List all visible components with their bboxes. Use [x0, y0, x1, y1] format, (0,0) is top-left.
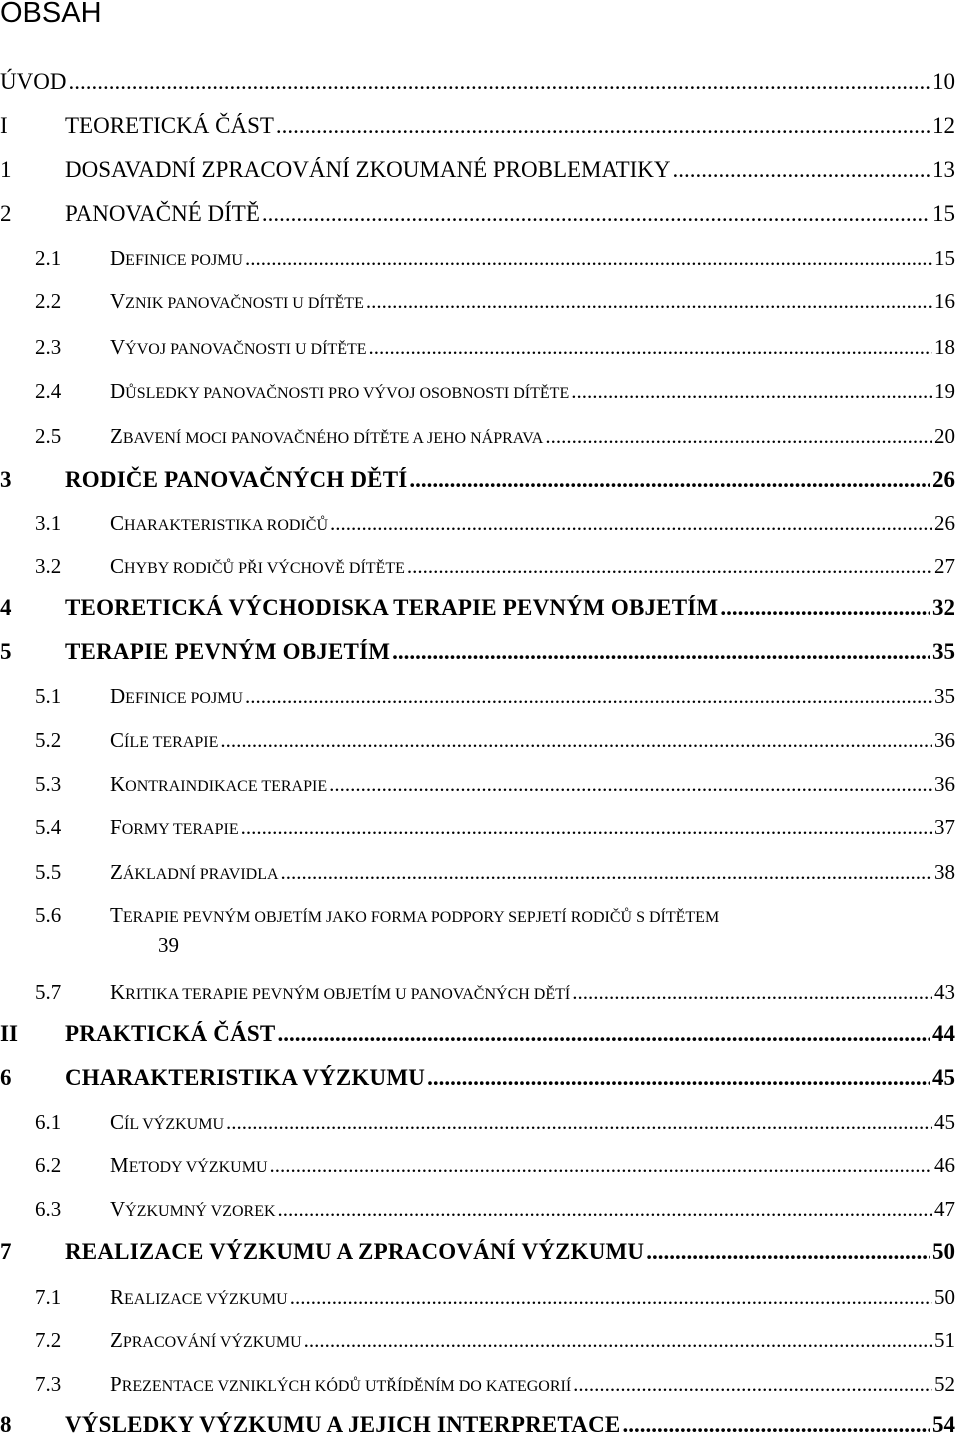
toc-entry-page: 18: [934, 335, 955, 359]
dot-leader: [409, 465, 930, 495]
toc-entry-number: 5.6: [35, 903, 62, 927]
toc-entry-title: KRITIKA TERAPIE PEVNÝM OBJETÍM U PANOVAČNÝCH DĚTÍ: [110, 980, 571, 1004]
toc-entry-number: 8: [0, 1412, 12, 1437]
toc-entry-page: 36: [934, 728, 955, 752]
toc-entry-page: 46: [934, 1153, 955, 1177]
toc-entry-title: CHYBY RODIČŮ PŘI VÝCHOVĚ DÍTĚTE: [110, 554, 405, 578]
dot-leader: [622, 1410, 930, 1440]
toc-entry-number: 1: [0, 157, 12, 182]
toc-entry-chapter-2[interactable]: [0, 199, 955, 229]
dot-leader: [427, 1063, 930, 1093]
toc-entry-title: RODIČE PANOVAČNÝCH DĚTÍ: [65, 467, 408, 492]
dot-leader: [571, 376, 932, 406]
toc-entry-title: METODY VÝZKUMU: [110, 1153, 268, 1177]
toc-entry-title: VÝVOJ PANOVAČNOSTI U DÍTĚTE: [110, 335, 367, 359]
dot-leader: [545, 421, 932, 451]
toc-entry-number: 6.3: [35, 1197, 62, 1221]
dot-leader: [392, 637, 930, 667]
toc-entry-title: DOSAVADNÍ ZPRACOVÁNÍ ZKOUMANÉ PROBLEMATIKY: [65, 157, 671, 182]
toc-entry-number: 2.5: [35, 424, 62, 448]
toc-entry-chapter-1[interactable]: [0, 155, 955, 185]
toc-entry-title: TEORETICKÁ VÝCHODISKA TERAPIE PEVNÝM OBJETÍM: [65, 595, 719, 620]
toc-entry-number: 7: [0, 1239, 12, 1264]
toc-entry-section-5-4[interactable]: [0, 812, 955, 845]
toc-entry-chapter-6[interactable]: [0, 1063, 955, 1093]
toc-entry-page: 38: [934, 860, 955, 884]
dot-leader: [366, 286, 932, 316]
toc-entry-section-5-1[interactable]: [0, 681, 955, 714]
dot-leader: [270, 1150, 933, 1180]
toc-entry-page: 36: [934, 772, 955, 796]
toc-entry-number: 4: [0, 595, 12, 620]
toc-entry-page: 39: [158, 933, 179, 957]
toc-entry-number: 3.1: [35, 511, 62, 535]
dot-leader: [304, 1325, 932, 1355]
dot-leader: [720, 593, 930, 623]
toc-entry-page: 51: [934, 1328, 955, 1352]
toc-entry-chapter-8[interactable]: [0, 1410, 955, 1440]
toc-entry-title: TERAPIE PEVNÝM OBJETÍM JAKO FORMA PODPORY SEPJETÍ RODIČŮ S DÍTĚTEM: [110, 903, 720, 927]
toc-entry-number: 5.4: [35, 815, 62, 839]
toc-entry-page: 35: [932, 639, 955, 664]
toc-entry-number: 2.4: [35, 379, 62, 403]
toc-entry-page: 47: [934, 1197, 955, 1221]
dot-leader: [646, 1237, 930, 1267]
toc-entry-title: DEFINICE POJMU: [110, 684, 243, 708]
toc-entry-chapter-5[interactable]: [0, 637, 955, 667]
toc-entry-number: 5.5: [35, 860, 62, 884]
toc-entry-number: 7.3: [35, 1372, 62, 1396]
toc-entry-number: I: [0, 113, 8, 138]
dot-leader: [281, 857, 932, 887]
toc-entry-page: 54: [932, 1412, 955, 1437]
toc-entry-page: 37: [934, 815, 955, 839]
dot-leader: [573, 1369, 932, 1399]
toc-entry-section-6-3[interactable]: [0, 1194, 955, 1227]
toc-entry-title: KONTRAINDIKACE TERAPIE: [110, 772, 328, 796]
toc-entry-number: 3.2: [35, 554, 62, 578]
toc-entry-page: 50: [934, 1285, 955, 1309]
dot-leader: [330, 508, 932, 538]
toc-entry-page: 27: [934, 554, 955, 578]
toc-entry-number: 2: [0, 201, 12, 226]
dot-leader: [673, 155, 931, 185]
toc-entry-page: 12: [932, 113, 955, 138]
toc-entry-title: VÝSLEDKY VÝZKUMU A JEJICH INTERPRETACE: [65, 1412, 621, 1437]
toc-entry-title: VÝZKUMNÝ VZOREK: [110, 1197, 276, 1221]
toc-entry-section-5-5[interactable]: [0, 857, 955, 890]
toc-entry-chapter-7[interactable]: [0, 1237, 955, 1267]
toc-entry-section-2-4[interactable]: [0, 376, 955, 409]
toc-entry-section-7-3[interactable]: [0, 1369, 955, 1402]
toc-entry-page: 32: [932, 595, 955, 620]
dot-leader: [245, 681, 932, 711]
toc-entry-part-i[interactable]: [0, 111, 955, 141]
toc-entry-uvod[interactable]: [0, 67, 955, 97]
toc-entry-title: ZÁKLADNÍ PRAVIDLA: [110, 860, 279, 884]
toc-entry-number: 5.3: [35, 772, 62, 796]
toc-entry-title: CHARAKTERISTIKA RODIČŮ: [110, 511, 329, 535]
dot-leader: [262, 199, 930, 229]
toc-entry-title: CÍL VÝZKUMU: [110, 1110, 225, 1134]
toc-entry-title: PREZENTACE VZNIKLÝCH KÓDŮ UTŘÍDĚNÍM DO KATEGORIÍ: [110, 1372, 572, 1396]
toc-entry-page: 20: [934, 424, 955, 448]
dot-leader: [245, 243, 932, 273]
toc-entry-page: 16: [934, 289, 955, 313]
toc-entry-number: 6: [0, 1065, 12, 1090]
toc-entry-title: ZPRACOVÁNÍ VÝZKUMU: [110, 1328, 302, 1352]
toc-entry-number: 7.2: [35, 1328, 62, 1352]
dot-leader: [278, 1194, 932, 1224]
toc-entry-page: 26: [932, 467, 955, 492]
toc-entry-page: 13: [932, 157, 955, 182]
toc-entry-section-7-2[interactable]: [0, 1325, 955, 1358]
toc-entry-number: 2.3: [35, 335, 62, 359]
toc-entry-title: REALIZACE VÝZKUMU A ZPRACOVÁNÍ VÝZKUMU: [65, 1239, 645, 1264]
toc-entry-title: TEORETICKÁ ČÁST: [65, 113, 274, 138]
toc-entry-page: 45: [932, 1065, 955, 1090]
toc-entry-number: 2.2: [35, 289, 62, 313]
toc-entry-section-2-2[interactable]: [0, 286, 955, 319]
toc-entry-section-7-1[interactable]: [0, 1282, 955, 1315]
dot-leader: [329, 769, 932, 799]
toc-entry-section-3-1[interactable]: [0, 508, 955, 541]
toc-entry-page: 45: [934, 1110, 955, 1134]
toc-entry-part-ii[interactable]: [0, 1019, 955, 1049]
toc-entry-chapter-3[interactable]: [0, 465, 955, 495]
dot-leader: [572, 977, 932, 1007]
toc-entry-title: DŮSLEDKY PANOVAČNOSTI PRO VÝVOJ OSOBNOSTI DÍTĚTE: [110, 379, 570, 403]
toc-entry-page: 10: [932, 69, 955, 94]
dot-leader: [407, 551, 932, 581]
dot-leader: [369, 332, 932, 362]
toc-entry-section-6-1[interactable]: [0, 1107, 955, 1140]
dot-leader: [241, 812, 932, 842]
toc-entry-section-5-6[interactable]: [0, 900, 955, 957]
toc-entry-number: II: [0, 1021, 18, 1046]
toc-entry-title: CHARAKTERISTIKA VÝZKUMU: [65, 1065, 426, 1090]
toc-entry-page: 26: [934, 511, 955, 535]
toc-entry-section-5-7[interactable]: [0, 977, 955, 1010]
toc-entry-page: 50: [932, 1239, 955, 1264]
dot-leader: [276, 111, 930, 141]
toc-entry-section-2-3[interactable]: [0, 332, 955, 365]
toc-entry-number: 7.1: [35, 1285, 62, 1309]
toc-entry-number: 6.2: [35, 1153, 62, 1177]
toc-entry-number: 6.1: [35, 1110, 62, 1134]
dot-leader: [277, 1019, 930, 1049]
dot-leader: [220, 725, 932, 755]
toc-entry-page: 19: [934, 379, 955, 403]
toc-entry-section-2-1[interactable]: [0, 243, 955, 276]
toc-entry-title: PANOVAČNÉ DÍTĚ: [65, 201, 260, 226]
toc-entry-number: 2.1: [35, 246, 62, 270]
dot-leader: [226, 1107, 932, 1137]
toc-entry-title: ÚVOD: [0, 69, 67, 94]
toc-entry-section-6-2[interactable]: [0, 1150, 955, 1183]
toc-entry-title: PRAKTICKÁ ČÁST: [65, 1021, 276, 1046]
toc-entry-title: TERAPIE PEVNÝM OBJETÍM: [65, 639, 391, 664]
dot-leader: [290, 1282, 932, 1312]
page-title: OBSAH: [0, 0, 102, 29]
toc-entry-chapter-4[interactable]: [0, 593, 955, 623]
toc-entry-number: 3: [0, 467, 12, 492]
toc-entry-section-5-2[interactable]: [0, 725, 955, 758]
toc-entry-title: ZBAVENÍ MOCI PANOVAČNÉHO DÍTĚTE A JEHO NÁPRAVA: [110, 424, 544, 448]
toc-entry-title: CÍLE TERAPIE: [110, 728, 219, 752]
toc-entry-page: 52: [934, 1372, 955, 1396]
toc-entry-title: DEFINICE POJMU: [110, 246, 243, 270]
toc-entry-title: FORMY TERAPIE: [110, 815, 239, 839]
toc-entry-page: 43: [934, 980, 955, 1004]
toc-entry-page: 15: [932, 201, 955, 226]
toc-entry-number: 5.7: [35, 980, 62, 1004]
toc-entry-section-3-2[interactable]: [0, 551, 955, 584]
toc-entry-page: 35: [934, 684, 955, 708]
toc-entry-page: 44: [932, 1021, 955, 1046]
toc-entry-title: REALIZACE VÝZKUMU: [110, 1285, 288, 1309]
dot-leader: [68, 67, 930, 97]
toc-entry-title: VZNIK PANOVAČNOSTI U DÍTĚTE: [110, 289, 364, 313]
toc-entry-section-5-3[interactable]: [0, 769, 955, 802]
toc-entry-page: 15: [934, 246, 955, 270]
toc-entry-section-2-5[interactable]: [0, 421, 955, 454]
toc-entry-number: 5.2: [35, 728, 62, 752]
toc-entry-number: 5: [0, 639, 12, 664]
toc-entry-number: 5.1: [35, 684, 62, 708]
